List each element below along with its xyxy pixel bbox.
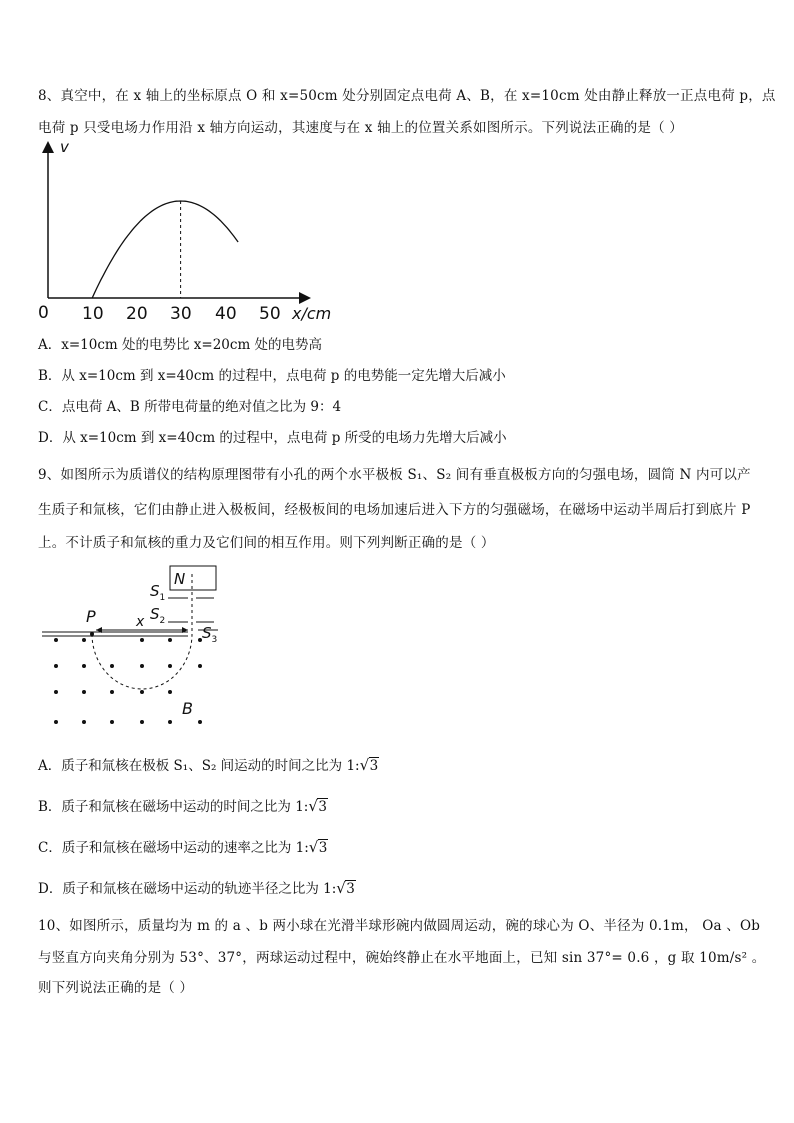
field-dot — [168, 690, 172, 694]
x-axis-label: x/cm — [292, 304, 332, 323]
q9-stem-line2: 生质子和氚核，它们由静止进入极板间，经极板间的电场加速后进入下方的匀强磁场，在磁场中运动半周后打到底片 P — [38, 502, 751, 518]
q10-stem-line1: 10、如图所示，质量均为 m 的 a 、b 两小球在光滑半球形碗内做圆周运动，碗的球心为 O、半径为 0.1m， Oa 、Ob — [38, 918, 761, 934]
q8-option-a[interactable]: A．x=10cm 处的电势比 x=20cm 处的电势高 — [38, 337, 323, 353]
q8-option-b[interactable]: B．从 x=10cm 到 x=40cm 的过程中，点电荷 p 的电势能一定先增大后减小 — [38, 368, 506, 384]
y-axis-label: v — [60, 138, 69, 156]
label-x: x — [136, 614, 145, 630]
tick-40: 40 — [215, 304, 237, 324]
field-dot — [82, 690, 86, 694]
label-S3: $S_3$ — [202, 624, 218, 645]
field-dot — [140, 664, 144, 668]
point-P — [90, 632, 94, 636]
tick-20: 20 — [126, 304, 148, 324]
field-dot — [198, 638, 202, 642]
semicircle-trajectory — [92, 634, 192, 689]
tick-10: 10 — [82, 304, 104, 324]
q10-stem-line3: 则下列说法正确的是（ ） — [38, 980, 194, 996]
q10-stem-line2: 与竖直方向夹角分别为 53°、37°，两球运动过程中，碗始终静止在水平地面上，已知 sin 37°= 0.6 ，g 取 10m/s² 。 — [38, 950, 766, 966]
tick-50: 50 — [259, 304, 281, 324]
q8-velocity-graph — [30, 138, 340, 328]
field-dot — [168, 720, 172, 724]
velocity-curve — [92, 201, 238, 298]
label-N: N — [174, 570, 186, 588]
field-dot — [110, 720, 114, 724]
field-dot — [110, 690, 114, 694]
q8-stem-line1: 8、真空中，在 x 轴上的坐标原点 O 和 x=50cm 处分别固定点电荷 A、B，在 x=10cm 处由静止释放一正点电荷 p，点 — [38, 88, 776, 104]
tick-30: 30 — [170, 304, 192, 324]
q9-option-b[interactable]: B．质子和氚核在磁场中运动的时间之比为 1: √ 3 — [38, 797, 327, 815]
label-S1: $S_1$ — [150, 582, 166, 603]
q9-option-a[interactable]: A．质子和氚核在极板 S₁、S₂ 间运动的时间之比为 1: √ 3 — [38, 756, 379, 774]
field-dot — [140, 690, 144, 694]
field-dot — [54, 720, 58, 724]
sqrt-symbol: √ 3 — [308, 838, 328, 856]
sqrt-symbol: √ 3 — [359, 756, 379, 774]
q9-option-c[interactable]: C．质子和氚核在磁场中运动的速率之比为 1: √ 3 — [38, 838, 328, 856]
field-dot — [168, 664, 172, 668]
field-dot — [140, 720, 144, 724]
field-dot — [198, 720, 202, 724]
field-dot — [82, 664, 86, 668]
field-dot — [198, 664, 202, 668]
q9-stem-line3: 上。不计质子和氚核的重力及它们间的相互作用。则下列判断正确的是（ ） — [38, 535, 495, 551]
field-dot — [110, 664, 114, 668]
q8-option-d[interactable]: D．从 x=10cm 到 x=40cm 的过程中，点电荷 p 所受的电场力先增大后减小 — [38, 430, 507, 446]
q8-stem-line2: 电荷 p 只受电场力作用沿 x 轴方向运动，其速度与在 x 轴上的位置关系如图所示。下列说法正确的是（ ） — [38, 120, 684, 136]
q9-stem-line1: 9、如图所示为质谱仪的结构原理图带有小孔的两个水平极板 S₁、S₂ 间有垂直极板方向的匀强电场，圆筒 N 内可以产 — [38, 467, 751, 483]
field-dot — [54, 690, 58, 694]
field-dot — [54, 638, 58, 642]
label-P: P — [86, 607, 96, 626]
field-dot — [82, 638, 86, 642]
q8-option-c[interactable]: C．点电荷 A、B 所带电荷量的绝对值之比为 9：4 — [38, 399, 342, 415]
field-dot — [168, 638, 172, 642]
q9-option-d[interactable]: D．质子和氚核在磁场中运动的轨迹半径之比为 1: √ 3 — [38, 879, 355, 897]
field-dot — [82, 720, 86, 724]
field-dot — [54, 664, 58, 668]
magnetic-field-dots — [54, 638, 202, 724]
q9-mass-spectrometer-figure — [38, 562, 238, 734]
label-B: B — [182, 699, 193, 718]
field-dot — [140, 638, 144, 642]
label-S2: $S_2$ — [150, 605, 166, 626]
sqrt-symbol: √ 3 — [336, 879, 355, 897]
sqrt-symbol: √ 3 — [308, 797, 327, 815]
origin-label: 0 — [38, 303, 49, 323]
